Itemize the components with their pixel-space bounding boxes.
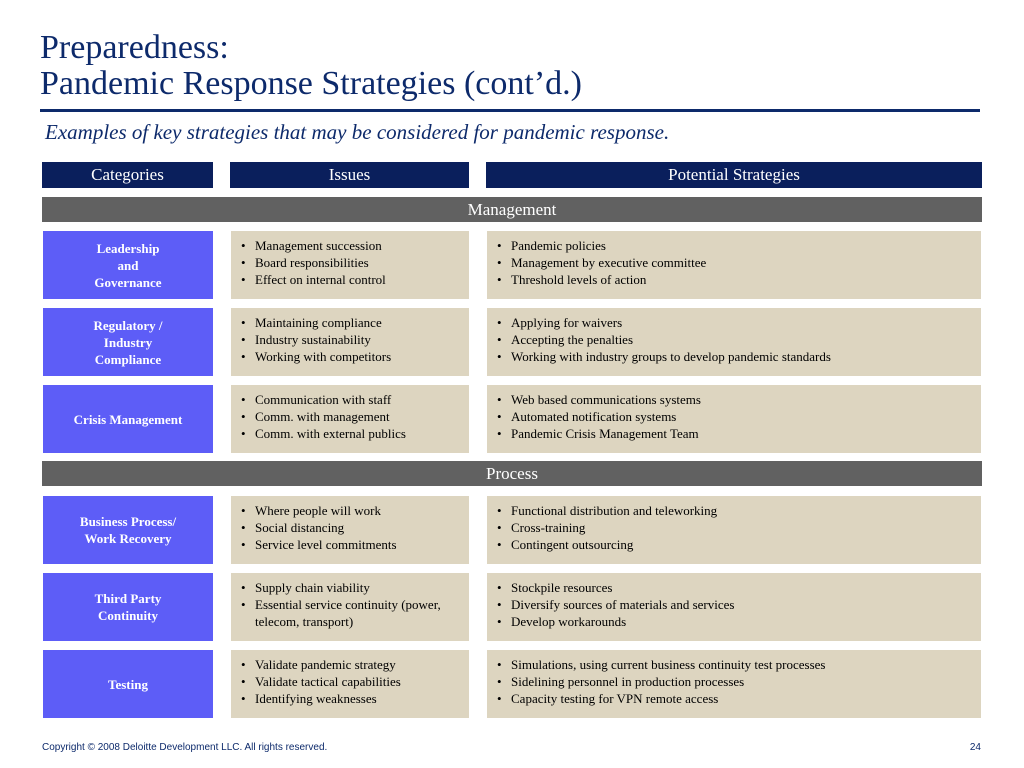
strategy-item: • Contingent outsourcing <box>495 536 973 553</box>
issues-cell-leadership <box>231 231 469 299</box>
strategy-item: • Web based communications systems <box>495 391 973 408</box>
strategy-item: • Automated notification systems <box>495 408 973 425</box>
strategy-item: • Threshold levels of action <box>495 271 973 288</box>
issue-item: • Validate pandemic strategy <box>239 656 461 673</box>
issue-item: • Where people will work <box>239 502 461 519</box>
category-regulatory-compliance <box>43 308 213 376</box>
strategy-item: • Functional distribution and teleworking <box>495 502 973 519</box>
issues-cell-business-process <box>231 496 469 564</box>
issue-item: • Identifying weaknesses <box>239 690 461 707</box>
category-line: Testing <box>108 676 148 692</box>
category-line: Compliance <box>94 351 162 367</box>
strategy-item: • Sidelining personnel in production processes <box>495 673 973 690</box>
issue-item: • Service level commitments <box>239 536 461 553</box>
issue-item: • Board responsibilities <box>239 254 461 271</box>
strategies-cell-business-process <box>487 496 981 564</box>
footer-copyright: Copyright © 2008 Deloitte Development LLC. All rights reserved. <box>42 742 328 753</box>
issue-item: • Management succession <box>239 237 461 254</box>
category-line: and <box>117 257 139 273</box>
column-header-categories: Categories <box>42 162 213 188</box>
strategy-item: • Cross-training <box>495 519 973 536</box>
issue-item: • Working with competitors <box>239 348 461 365</box>
strategies-cell-third-party <box>487 573 981 641</box>
category-testing <box>43 650 213 718</box>
category-line: Governance <box>94 274 162 290</box>
page-number: 24 <box>969 742 981 753</box>
issues-cell-third-party <box>231 573 469 641</box>
issue-item: • Comm. with external publics <box>239 425 461 442</box>
issue-item: • Validate tactical capabilities <box>239 673 461 690</box>
slide-subtitle: Examples of key strategies that may be considered for pandemic response. <box>45 120 670 144</box>
issue-item: • Comm. with management <box>239 408 461 425</box>
strategies-cell-regulatory <box>487 308 981 376</box>
category-third-party <box>43 573 213 641</box>
strategy-item: • Diversify sources of materials and services <box>495 596 973 613</box>
issue-item: • Essential service continuity (power, telecom, transport) <box>239 596 461 630</box>
category-line: Continuity <box>98 608 158 623</box>
strategy-item: • Develop workarounds <box>495 613 973 630</box>
strategy-item: • Capacity testing for VPN remote access <box>495 690 973 707</box>
issue-item: • Maintaining compliance <box>239 314 461 331</box>
strategy-item: • Management by executive committee <box>495 254 973 271</box>
strategy-item: • Pandemic Crisis Management Team <box>495 425 973 442</box>
issue-item: • Communication with staff <box>239 391 461 408</box>
category-line: Business Process/ <box>79 514 177 529</box>
strategy-item: • Accepting the penalties <box>495 331 973 348</box>
issues-cell-regulatory <box>231 308 469 376</box>
strategy-item: • Applying for waivers <box>495 314 973 331</box>
issues-cell-testing <box>231 650 469 718</box>
title-divider <box>40 109 980 112</box>
strategy-item: • Pandemic policies <box>495 237 973 254</box>
strategy-item: • Working with industry groups to develop pandemic standards <box>495 348 973 365</box>
strategies-cell-leadership <box>487 231 981 299</box>
issue-item: • Social distancing <box>239 519 461 536</box>
strategies-cell-crisis <box>487 385 981 453</box>
section-header-process: Process <box>42 461 982 486</box>
category-leadership-governance <box>43 231 213 299</box>
category-line: Work Recovery <box>84 531 172 546</box>
issues-cell-crisis <box>231 385 469 453</box>
column-header-issues: Issues <box>230 162 469 188</box>
issue-item: • Supply chain viability <box>239 579 461 596</box>
category-line: Leadership <box>96 240 160 256</box>
column-header-strategies: Potential Strategies <box>486 162 982 188</box>
category-line: Third Party <box>94 591 162 606</box>
title-line-2: Pandemic Response Strategies (cont’d.) <box>40 65 582 102</box>
strategies-cell-testing <box>487 650 981 718</box>
category-line: Regulatory / <box>93 317 163 333</box>
issue-item: • Industry sustainability <box>239 331 461 348</box>
section-header-management: Management <box>42 197 982 222</box>
slide-title <box>40 30 980 102</box>
category-line: Crisis Management <box>73 411 183 427</box>
category-business-process <box>43 496 213 564</box>
strategy-item: • Simulations, using current business continuity test processes <box>495 656 973 673</box>
category-line: Industry <box>103 334 153 350</box>
strategy-item: • Stockpile resources <box>495 579 973 596</box>
issue-item: • Effect on internal control <box>239 271 461 288</box>
category-crisis-management <box>43 385 213 453</box>
title-line-1: Preparedness: <box>40 29 229 66</box>
